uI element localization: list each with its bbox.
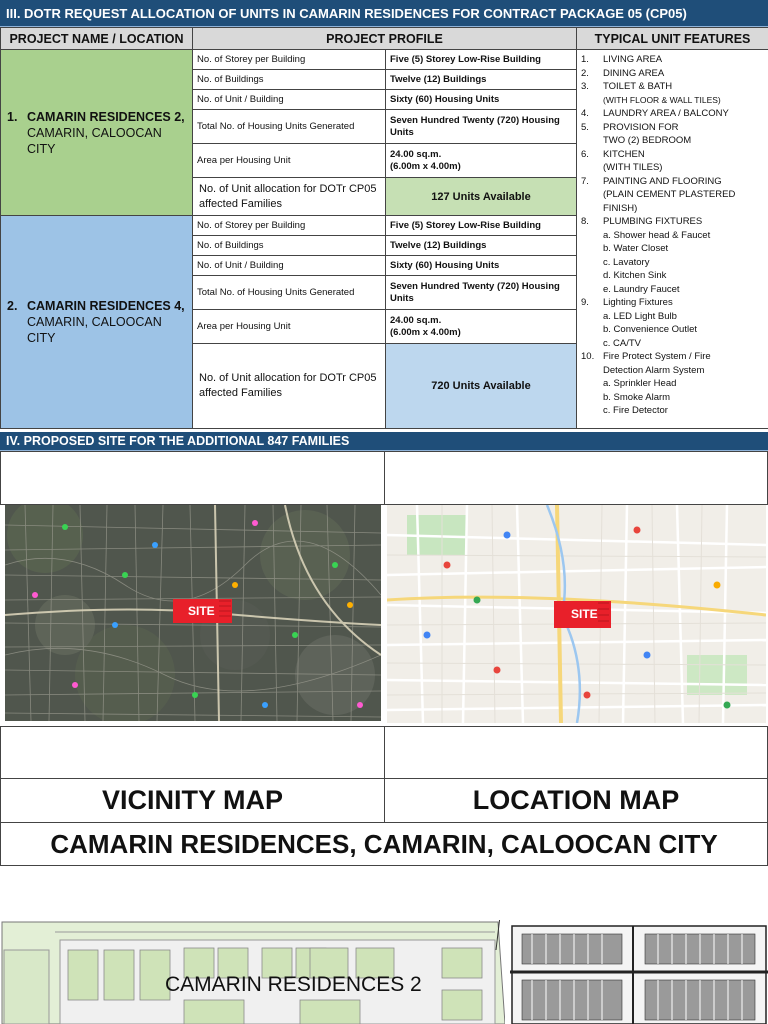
col-header-project-name: PROJECT NAME / LOCATION	[1, 28, 193, 50]
vicinity-map-graphic	[5, 505, 381, 721]
feature-subitem: FINISH)	[603, 202, 638, 214]
feature-item	[581, 148, 764, 162]
feature-text: LAUNDRY AREA / BALCONY	[603, 108, 729, 119]
vicinity-map	[5, 505, 381, 721]
table-header-row	[1, 28, 768, 50]
site-plan-title: CAMARIN RESIDENCES 2	[165, 973, 422, 996]
units-available-badge: 720 Units Available	[386, 344, 577, 429]
feature-subitem: a. Shower head & Faucet	[603, 229, 711, 241]
feature-subitem: TWO (2) BEDROOM	[603, 135, 692, 146]
feature-subitem: (WITH TILES)	[603, 162, 663, 173]
feature-item	[581, 121, 764, 135]
profile-label: No. of Buildings	[193, 70, 386, 90]
location-map-title: LOCATION MAP	[384, 778, 768, 823]
table-row	[1, 50, 768, 70]
feature-number: 6.	[581, 148, 589, 160]
feature-subitem: a. Sprinkler Head	[603, 378, 677, 389]
profile-label: Total No. of Housing Units Generated	[193, 276, 386, 310]
profile-value: Sixty (60) Housing Units	[386, 90, 577, 110]
area-value: 24.00 sq.m.	[390, 314, 442, 326]
feature-item	[581, 350, 764, 364]
units-available-badge: 127 Units Available	[386, 178, 577, 216]
feature-number: 7.	[581, 175, 589, 187]
project-2-cell	[1, 216, 193, 429]
feature-subitem: a. LED Light Bulb	[603, 310, 677, 322]
section-3-title: III. DOTR REQUEST ALLOCATION OF UNITS IN CAMARIN RESIDENCES FOR CONTRACT PACKAGE 05 (CP05)	[0, 0, 768, 27]
profile-value: Seven Hundred Twenty (720) Housing Units	[386, 276, 577, 310]
profile-value: Sixty (60) Housing Units	[386, 256, 577, 276]
feature-text: PROVISION FOR	[603, 121, 679, 133]
feature-number: 4.	[581, 108, 589, 119]
location-map	[387, 505, 766, 723]
site-plan-graphic	[0, 920, 505, 1024]
feature-text: LIVING AREA	[603, 54, 663, 65]
site-plan-drawing	[0, 920, 505, 1024]
project-name: CAMARIN RESIDENCES 4,	[27, 299, 185, 313]
feature-number: 10.	[581, 351, 595, 362]
profile-label: No. of Unit / Building	[193, 256, 386, 276]
project-name: CAMARIN RESIDENCES 2,	[27, 109, 185, 124]
profile-label: No. of Storey per Building	[193, 50, 386, 70]
feature-number: 9.	[581, 297, 589, 308]
profile-label: No. of Storey per Building	[193, 216, 386, 236]
feature-number: 3.	[581, 81, 589, 92]
unit-features-list	[577, 50, 768, 429]
site-caption: CAMARIN RESIDENCES, CAMARIN, CALOOCAN CITY	[0, 822, 768, 866]
feature-item	[581, 53, 764, 67]
feature-subitem: b. Convenience Outlet	[603, 324, 698, 335]
site-plan-secondary-graphic	[510, 920, 768, 1024]
feature-number: 2.	[581, 67, 589, 79]
feature-subitem: Detection Alarm System	[603, 364, 705, 376]
profile-label: No. of Unit allocation for DOTr CP05 affected Families	[193, 178, 386, 216]
feature-note: (WITH FLOOR & WALL TILES)	[603, 94, 721, 105]
feature-text: Lighting Fixtures	[603, 297, 673, 308]
feature-text: TOILET & BATH	[603, 81, 673, 92]
profile-value: Five (5) Storey Low-Rise Building	[386, 50, 577, 70]
map-bottom-spacer-right	[384, 726, 768, 779]
allocation-table	[0, 27, 768, 429]
project-number: 1.	[7, 109, 18, 124]
feature-text: KITCHEN	[603, 148, 645, 160]
feature-item	[581, 107, 764, 121]
map-top-spacer-left	[0, 451, 385, 505]
profile-label: Area per Housing Unit	[193, 310, 386, 344]
feature-item	[581, 67, 764, 81]
profile-value	[386, 310, 577, 344]
project-location: CAMARIN, CALOOCAN CITY	[27, 315, 162, 345]
feature-number: 5.	[581, 121, 589, 133]
section-4-title: IV. PROPOSED SITE FOR THE ADDITIONAL 847 FAMILIES	[0, 432, 768, 451]
profile-value: Five (5) Storey Low-Rise Building	[386, 216, 577, 236]
profile-label: Area per Housing Unit	[193, 144, 386, 178]
feature-subitem: (PLAIN CEMENT PLASTERED	[603, 189, 736, 200]
feature-number: 8.	[581, 216, 589, 227]
feature-subitem: b. Water Closet	[603, 243, 669, 254]
profile-label: Total No. of Housing Units Generated	[193, 110, 386, 144]
feature-item	[581, 175, 764, 189]
site-plan-drawing-secondary	[510, 920, 768, 1024]
feature-item	[581, 215, 764, 229]
location-map-graphic	[387, 505, 766, 723]
col-header-unit-features: TYPICAL UNIT FEATURES	[577, 28, 768, 50]
feature-text: PLUMBING FIXTURES	[603, 216, 703, 227]
profile-value: Twelve (12) Buildings	[386, 236, 577, 256]
profile-value: Twelve (12) Buildings	[386, 70, 577, 90]
feature-subitem: c. Fire Detector	[603, 405, 668, 416]
feature-subitem: d. Kitchen Sink	[603, 270, 667, 281]
area-value: 24.00 sq.m.	[390, 148, 442, 160]
feature-subitem: c. CA/TV	[603, 337, 642, 349]
feature-text: Fire Protect System / Fire	[603, 351, 711, 362]
feature-number: 1.	[581, 54, 589, 65]
profile-label: No. of Unit / Building	[193, 90, 386, 110]
vicinity-map-title: VICINITY MAP	[0, 778, 385, 823]
area-dimensions: (6.00m x 4.00m)	[390, 160, 461, 172]
map-bottom-spacer-left	[0, 726, 385, 779]
site-label: SITE	[571, 607, 598, 621]
profile-label: No. of Buildings	[193, 236, 386, 256]
feature-item	[581, 80, 764, 94]
feature-subitem: e. Laundry Faucet	[603, 283, 680, 295]
col-header-project-profile: PROJECT PROFILE	[193, 28, 577, 50]
feature-text: DINING AREA	[603, 67, 665, 79]
map-top-spacer-right	[384, 451, 768, 505]
profile-label: No. of Unit allocation for DOTr CP05 affected Families	[193, 344, 386, 429]
project-1-cell	[1, 50, 193, 216]
feature-text: PAINTING AND FLOORING	[603, 175, 722, 187]
feature-subitem: c. Lavatory	[603, 256, 650, 268]
profile-value	[386, 144, 577, 178]
project-number: 2.	[7, 299, 18, 313]
feature-subitem: b. Smoke Alarm	[603, 391, 671, 403]
area-dimensions: (6.00m x 4.00m)	[390, 326, 461, 338]
site-label: SITE	[188, 604, 215, 618]
profile-value: Seven Hundred Twenty (720) Housing Units	[386, 110, 577, 144]
project-location: CAMARIN, CALOOCAN CITY	[27, 125, 162, 156]
feature-item	[581, 296, 764, 310]
